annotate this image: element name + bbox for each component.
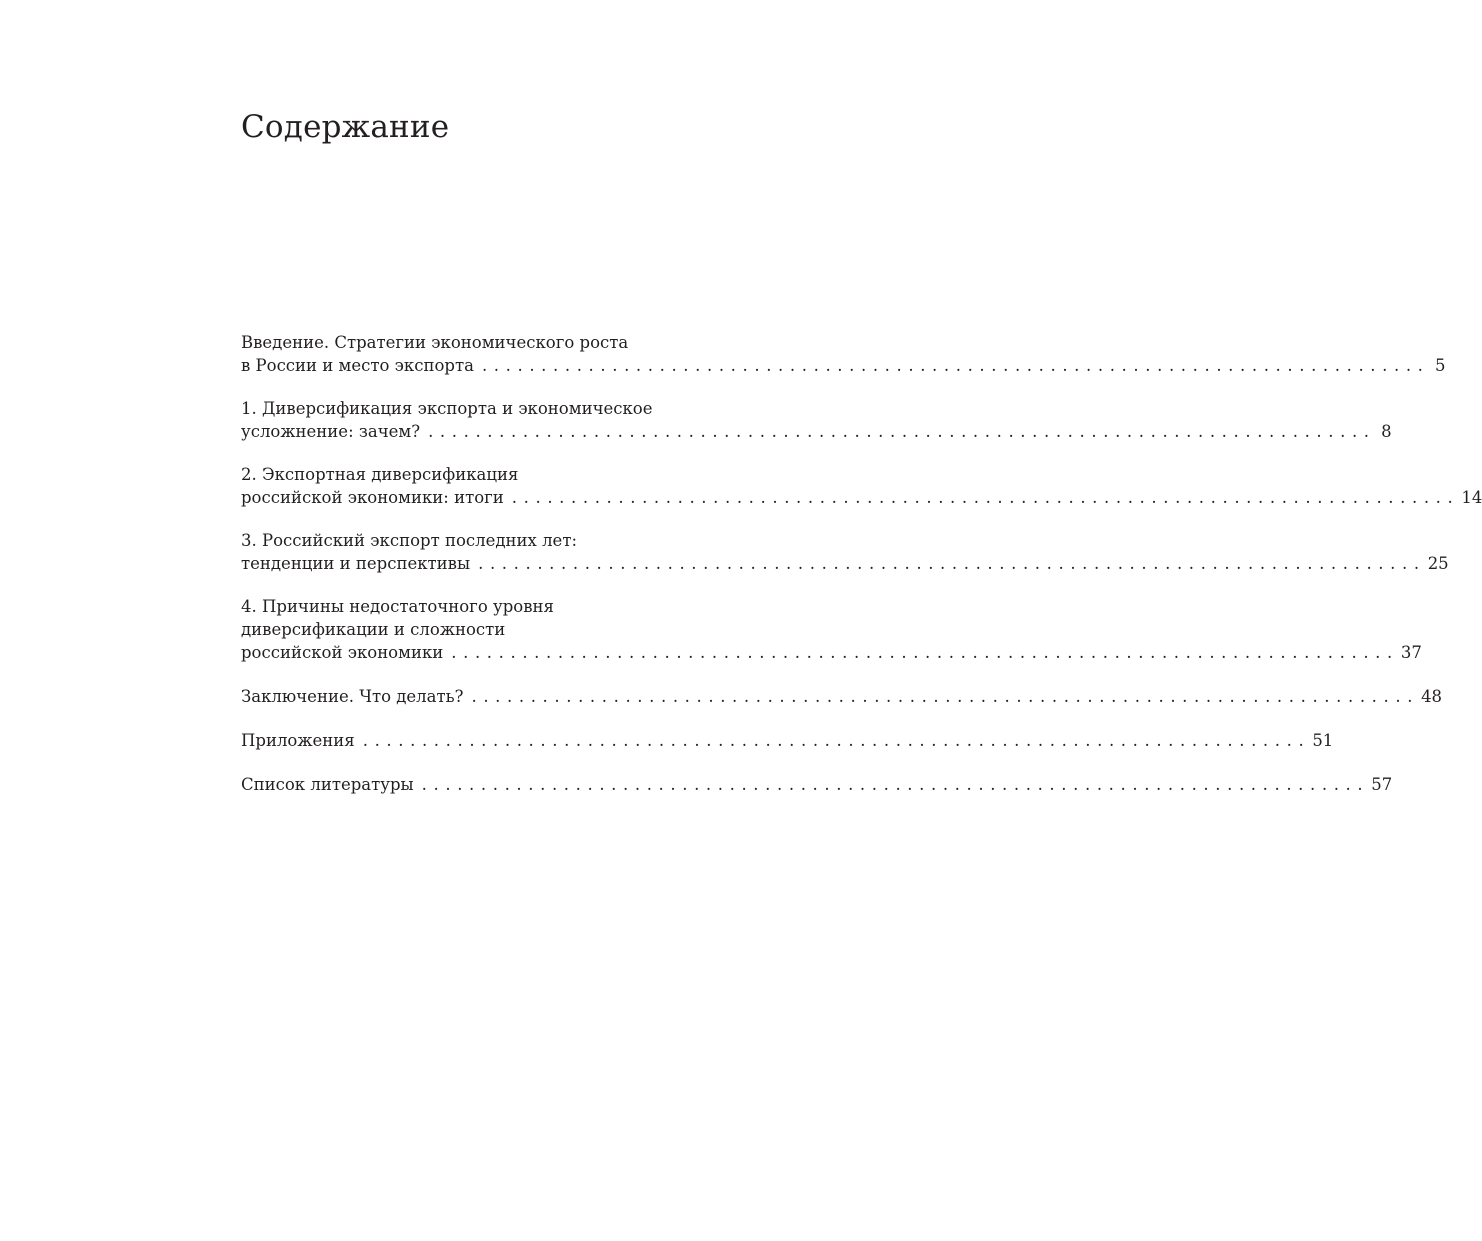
toc-entry-title-line: Заключение. Что делать?: [241, 687, 464, 706]
dot-leader: ................................................................................: [451, 643, 1399, 662]
toc-entry-title-line: 4. Причины недостаточного уровня: [241, 597, 554, 616]
toc-entry-title-line: 1. Диверсификация экспорта и экономическое: [241, 399, 653, 418]
toc-entry-title-line: тенденции и перспективы: [241, 554, 471, 573]
dot-leader: ................................................................................: [471, 687, 1420, 706]
toc-page-number: 5: [1435, 356, 1446, 375]
toc-entry-title-line: российской экономики: итоги: [241, 488, 504, 507]
toc-page-number: 25: [1427, 554, 1449, 573]
toc-entry-title-line: в России и место экспорта: [241, 356, 474, 375]
toc-entry-references[interactable]: [241, 773, 1393, 796]
toc-entry-chapter-1[interactable]: [241, 397, 1392, 443]
toc-entry-chapter-2[interactable]: [241, 463, 1482, 509]
toc-entry-chapter-4[interactable]: [241, 595, 1422, 664]
page-title: Содержание: [241, 109, 450, 145]
toc-entry-title-line: 2. Экспортная диверсификация: [241, 465, 519, 484]
dot-leader: ................................................................................: [428, 422, 1376, 441]
dot-leader: ................................................................................: [362, 731, 1311, 750]
dot-leader: ................................................................................: [478, 554, 1426, 573]
toc-entry-last-line: [241, 552, 1449, 575]
toc-entry-last-line: [241, 685, 1443, 708]
table-of-contents: [241, 331, 1482, 816]
toc-entry-introduction[interactable]: [241, 331, 1446, 377]
toc-entry-title-line: диверсификации и сложности: [241, 620, 506, 639]
toc-page-number: 48: [1421, 687, 1443, 706]
toc-entry-last-line: [241, 354, 1446, 377]
toc-entry-last-line: [241, 729, 1334, 752]
toc-entry-title-line: Приложения: [241, 731, 355, 750]
toc-entry-last-line: [241, 641, 1422, 664]
toc-entry-title-line: Введение. Стратегии экономического роста: [241, 333, 629, 352]
toc-entry-title-line: российской экономики: [241, 643, 444, 662]
toc-page-number: 37: [1400, 643, 1422, 662]
toc-entry-last-line: [241, 420, 1392, 443]
toc-page-number: 8: [1381, 422, 1392, 441]
toc-entry-appendices[interactable]: [241, 729, 1334, 752]
toc-entry-last-line: [241, 773, 1393, 796]
toc-entry-conclusion[interactable]: [241, 685, 1443, 708]
toc-page-number: 51: [1312, 731, 1334, 750]
toc-entry-title-line: Список литературы: [241, 775, 414, 794]
toc-entry-title-line: 3. Российский экспорт последних лет:: [241, 531, 578, 550]
toc-entry-chapter-3[interactable]: [241, 529, 1449, 575]
toc-page-number: 14: [1461, 488, 1482, 507]
dot-leader: ................................................................................: [511, 488, 1460, 507]
toc-entry-last-line: [241, 486, 1482, 509]
toc-page-number: 57: [1371, 775, 1393, 794]
dot-leader: ................................................................................: [421, 775, 1370, 794]
toc-entry-title-line: усложнение: зачем?: [241, 422, 421, 441]
dot-leader: ................................................................................: [481, 356, 1430, 375]
